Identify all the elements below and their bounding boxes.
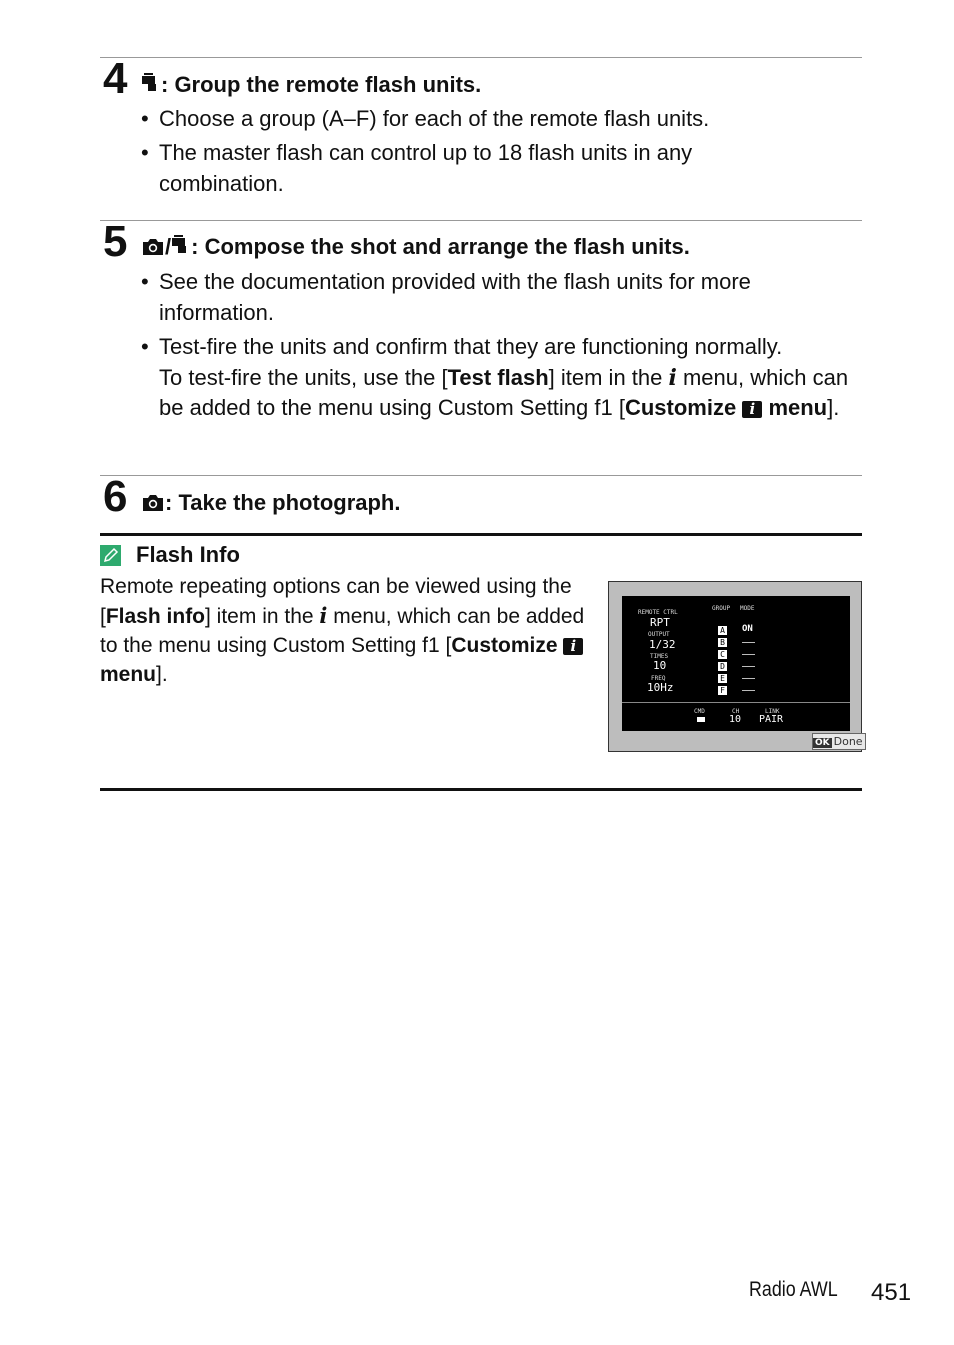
remote-flash-icon <box>171 235 191 257</box>
step-5-heading-text: : Compose the shot and arrange the flash units. <box>191 234 690 259</box>
test-flash-label: Test flash <box>447 364 549 390</box>
bullet-dot: • <box>141 334 149 359</box>
step-5-rule <box>100 220 862 221</box>
i-menu-icon: i <box>668 364 677 391</box>
bullet-dot: • <box>141 269 149 294</box>
footer-section-title: Radio AWL <box>749 1278 838 1301</box>
note-part-a: Remote repeating options can be viewed using the [ <box>100 575 572 628</box>
screen-panel <box>622 596 850 731</box>
camera-screen <box>608 581 862 752</box>
link-label: LINK <box>765 708 780 715</box>
step-6-number: 6 <box>103 472 128 521</box>
done-button <box>812 733 866 750</box>
i-box-icon: i <box>742 401 762 418</box>
step-4-bullet-1 <box>141 104 861 135</box>
step-5-bullet-2 <box>141 332 861 424</box>
i-menu-icon: i <box>319 603 328 628</box>
group-e-mode-dash <box>742 678 755 679</box>
step-4-heading-text: : Group the remote flash units. <box>161 72 482 97</box>
step-6-rule <box>100 475 862 476</box>
step-5-number: 5 <box>103 217 128 266</box>
group-a-mode: ON <box>742 624 753 634</box>
bullet-2-part-g: ]. <box>827 395 840 420</box>
output-value: 1/32 <box>649 638 676 651</box>
step-6-heading <box>141 488 400 518</box>
ok-badge: OK <box>815 738 830 748</box>
screen-divider <box>622 702 850 703</box>
remote-ctrl-value: RPT <box>650 616 670 629</box>
bullet-dot: • <box>141 106 149 131</box>
group-f-mode-dash <box>742 690 755 691</box>
note-part-c: ] item in the <box>205 605 320 628</box>
cmd-label: CMD <box>694 708 705 715</box>
note-part-g: ]. <box>156 663 168 686</box>
group-label: GROUP <box>712 605 731 612</box>
group-d-mode-dash <box>742 666 755 667</box>
pencil-note-icon <box>100 545 121 566</box>
bullet-2-line-1: Test-fire the units and confirm that they are functioning normally. <box>159 334 783 359</box>
step-4-rule <box>100 57 862 58</box>
note-bottom-rule <box>100 788 862 791</box>
times-label: TIMES <box>650 653 669 660</box>
remote-ctrl-label: REMOTE CTRL <box>638 609 678 616</box>
group-f-badge: F <box>718 686 727 695</box>
note-body <box>100 572 595 689</box>
group-c-badge: C <box>718 650 727 659</box>
page-number: 451 <box>871 1279 912 1306</box>
menu-label: menu <box>100 663 157 686</box>
note-top-rule <box>100 533 862 536</box>
bullet-dot: • <box>141 140 149 165</box>
group-d-badge: D <box>718 662 727 671</box>
step-4-bullet-2-text: The master flash can control up to 18 flash units in any combination. <box>159 140 693 196</box>
group-b-mode-dash <box>742 642 755 643</box>
freq-value: 10Hz <box>647 681 674 694</box>
note-part-d: menu, which can be added to the menu using Custom Setting f1 [ <box>100 605 585 657</box>
step-4-bullet-2 <box>141 138 741 199</box>
remote-flash-icon <box>141 73 161 95</box>
group-e-badge: E <box>718 674 727 683</box>
step-5-bullet-1-text: See the documentation provided with the flash units for more information. <box>159 269 751 325</box>
camera-icon <box>141 493 165 513</box>
menu-label: menu <box>762 395 828 420</box>
step-5-bullet-1 <box>141 267 831 328</box>
step-5-heading <box>141 232 690 262</box>
step-5-bullet-2-text <box>159 332 861 424</box>
times-value: 10 <box>653 659 667 672</box>
customize-label: Customize <box>451 634 564 657</box>
ch-value: 10 <box>729 714 742 725</box>
step-4-bullet-1-text: Choose a group (A–F) for each of the remote flash units. <box>159 106 710 131</box>
freq-label: FREQ <box>651 675 666 682</box>
step-4-heading <box>141 70 481 100</box>
group-b-badge: B <box>718 638 727 647</box>
i-box-icon: i <box>563 638 583 655</box>
flash-info-label: Flash info <box>105 605 206 628</box>
output-label: OUTPUT <box>648 631 670 638</box>
note-title: Flash Info <box>136 542 240 567</box>
camera-icon <box>141 237 165 257</box>
bullet-2-part-c: ] item in the <box>548 364 669 390</box>
bullet-2-part-d: menu, which can be added to the menu using Custom Setting f1 [ <box>159 364 849 420</box>
done-label: Done <box>833 735 863 748</box>
customize-label: Customize <box>624 395 743 420</box>
cmd-flash-icon <box>697 717 705 722</box>
group-a-badge: A <box>718 626 727 635</box>
bullet-2-part-a: To test-fire the units, use the [ <box>159 364 448 390</box>
step-6-heading-text: : Take the photograph. <box>165 490 401 515</box>
step-5-slash: / <box>165 234 172 259</box>
ch-label: CH <box>732 708 740 715</box>
link-value: PAIR <box>759 714 784 725</box>
step-4-number: 4 <box>103 54 128 103</box>
mode-label: MODE <box>740 605 755 612</box>
group-c-mode-dash <box>742 654 755 655</box>
